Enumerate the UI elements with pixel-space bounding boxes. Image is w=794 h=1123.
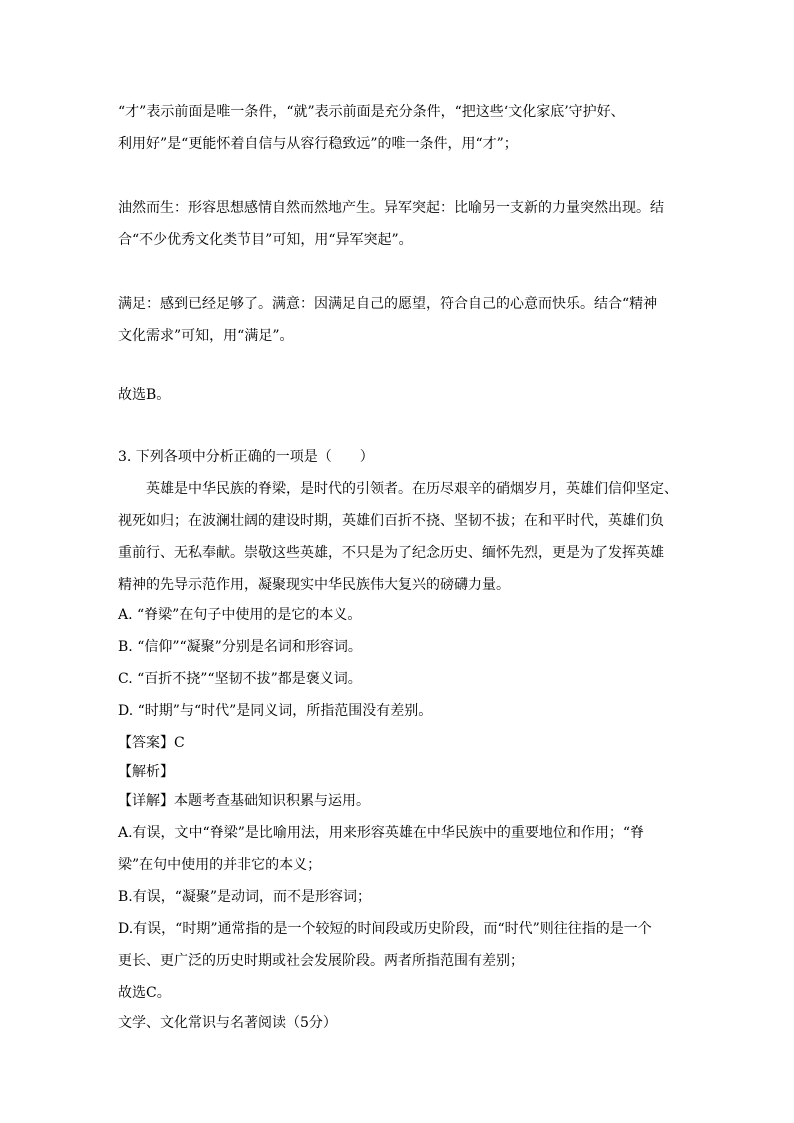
detail-line: D.有误，“时期”通常指的是一个较短的时间段或历史阶段，而“时代”则往往指的是一个 — [118, 921, 652, 937]
analysis-text-line: 油然而生：形容思想感情自然而然地产生。异军突起：比喻另一支新的力量突然出现。结 — [118, 200, 664, 216]
answer-line: 【答案】C — [118, 735, 185, 751]
detail-line: 【详解】本题考查基础知识积累与运用。 — [118, 793, 370, 809]
analysis-text-line: 利用好”是“更能怀着自信与从容行稳致远”的唯一条件，用“才”； — [118, 136, 518, 152]
analysis-heading: 【解析】 — [118, 764, 174, 780]
detail-line: A.有误，文中“脊梁”是比喻用法，用来形容英雄在中华民族中的重要地位和作用；“脊 — [118, 825, 645, 841]
analysis-text-line: “才”表示前面是唯一条件，“就”表示前面是充分条件，“把这些‘文化家底’守护好、 — [118, 104, 625, 120]
passage-line: 视死如归；在波澜壮阔的建设时期，英雄们百折不挠、坚韧不拔；在和平时代，英雄们负 — [118, 513, 664, 529]
option-b: B. “信仰”“凝聚”分别是名词和形容词。 — [118, 639, 362, 655]
option-a: A. “脊梁”在句子中使用的是它的本义。 — [118, 607, 362, 623]
analysis-conclusion: 故选B。 — [118, 387, 171, 403]
analysis-text-line: 合“不少优秀文化类节目”可知，用“异军突起”。 — [118, 232, 413, 248]
detail-line: 更长、更广泛的历史时期或社会发展阶段。两者所指范围有差别； — [118, 953, 524, 969]
analysis-text-line: 文化需求”可知，用“满足”。 — [118, 328, 294, 344]
passage-line: 精神的先导示范作用，凝聚现实中华民族伟大复兴的磅礴力量。 — [118, 577, 510, 593]
passage-line: 英雄是中华民族的脊梁，是时代的引领者。在历尽艰辛的硝烟岁月，英雄们信仰坚定、 — [146, 481, 678, 497]
detail-line: 梁”在句中使用的并非它的本义； — [118, 857, 322, 873]
section-heading: 文学、文化常识与名著阅读（5分） — [118, 1015, 337, 1031]
detail-line: B.有误，“凝聚”是动词，而不是形容词； — [118, 889, 372, 905]
analysis-text-line: 满足：感到已经足够了。满意：因满足自己的愿望，符合自己的心意而快乐。结合“精神 — [118, 296, 658, 312]
option-d: D. “时期”与“时代”是同义词，所指范围没有差别。 — [118, 703, 433, 719]
question-stem: 3. 下列各项中分析正确的一项是（ ） — [118, 449, 374, 465]
option-c: C. “百折不挠”“坚韧不拔”都是褒义词。 — [118, 671, 362, 687]
passage-line: 重前行、无私奉献。崇敬这些英雄，不只是为了纪念历史、缅怀先烈，更是为了发挥英雄 — [118, 545, 664, 561]
detail-conclusion: 故选C。 — [118, 985, 171, 1001]
